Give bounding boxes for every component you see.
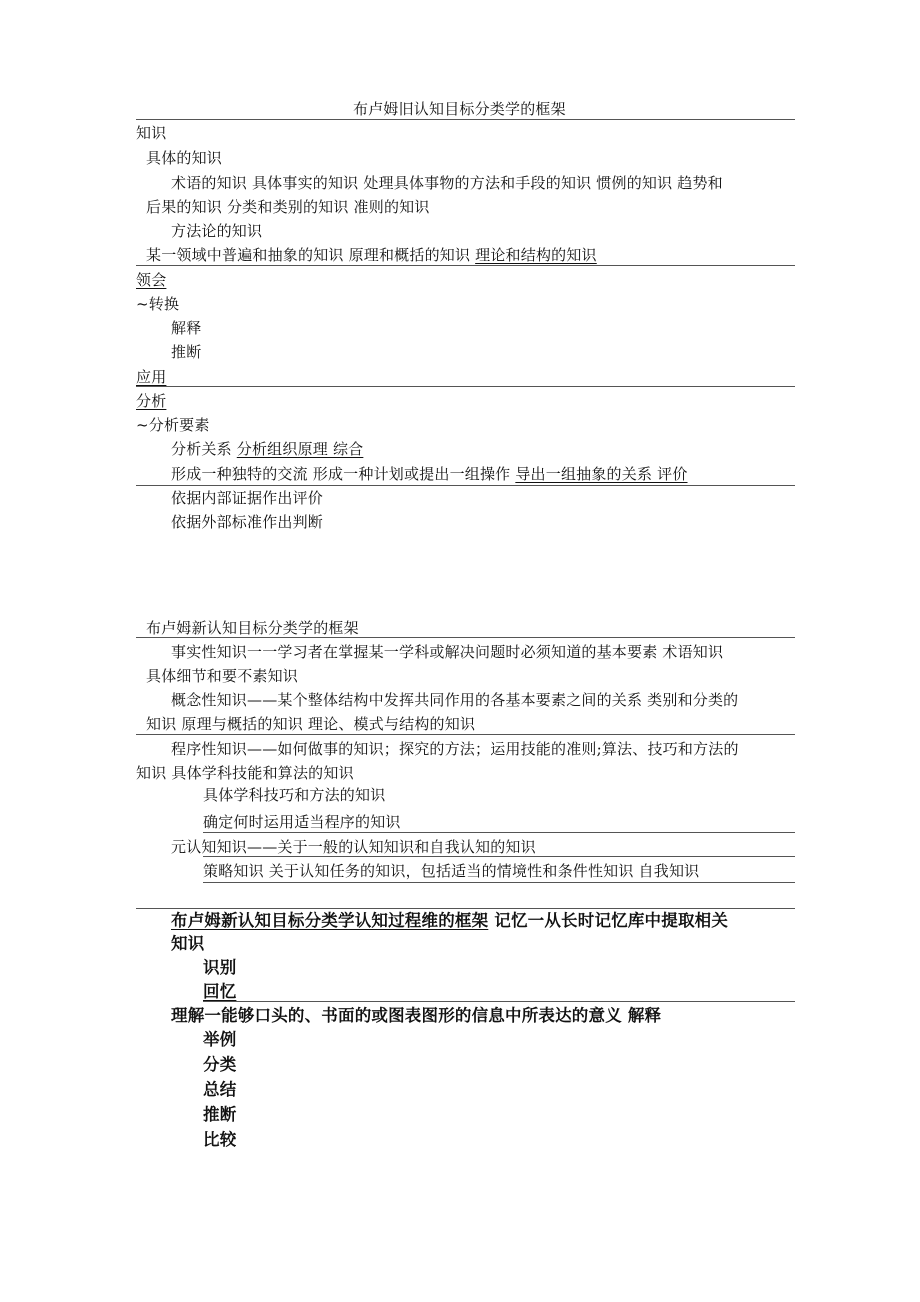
new-framework-title: 布卢姆新认知目标分类学的框架 [146,619,359,637]
compare-item: 比较 [203,1130,237,1149]
divider [136,734,795,735]
classify-item: 分类 [203,1055,237,1074]
procedural-knowledge-line2: 知识 具体学科技能和算法的知识 [136,764,354,782]
divider [136,908,795,909]
remember-definition: 记忆一从长时记忆库中提取相关 [488,911,729,930]
recognize-item: 识别 [203,958,237,977]
conceptual-knowledge-line2: 知识 原理与概括的知识 理论、模式与结构的知识 [146,715,476,733]
theory-structure-knowledge: 理论和结构的知识 [475,246,597,264]
conceptual-knowledge-line1: 概念性知识——某个整体结构中发挥共同作用的各基本要素之间的关系 类别和分类的 [171,691,739,709]
analysis-relations-line [171,439,363,459]
internal-evidence-evaluation: 依据内部证据作出评价 [171,489,324,507]
external-criteria-judgment: 依据外部标准作出判断 [171,513,324,531]
recall-item: 回忆 [203,982,237,1001]
infer-item: 推断 [203,1105,237,1124]
divider [136,386,795,387]
application-heading: 应用 [136,368,167,386]
knowledge-heading: 知识 [136,124,167,142]
comprehension-heading: 领会 [136,271,167,289]
divider [203,1001,795,1002]
translation-item: ~转换 [136,295,180,313]
divider [203,832,795,833]
divider [203,882,795,883]
analysis-elements-item: ~分析要素 [136,416,210,434]
procedural-knowledge-line1: 程序性知识——如何做事的知识；探究的方法；运用技能的准则;算法、技巧和方法的 [171,740,739,758]
specific-knowledge: 具体的知识 [146,149,223,167]
factual-knowledge-line1: 事实性知识一一学习者在掌握某一学科或解决问题时必须知道的基本要素 术语知识 [171,643,724,661]
universal-knowledge-line [146,245,597,265]
specific-knowledge-items-line1: 术语的知识 具体事实的知识 处理具体事物的方法和手段的知识 惯例的知识 趋势和 [171,174,723,192]
remember-definition-cont: 知识 [171,934,205,953]
extrapolation-item: 推断 [171,343,202,361]
exemplify-item: 举例 [203,1030,237,1049]
methodology-knowledge: 方法论的知识 [171,222,263,240]
process-framework-title-line [171,910,728,932]
analysis-heading: 分析 [136,392,167,410]
divider [203,856,795,857]
divider [136,265,795,266]
divider [136,637,795,638]
specific-knowledge-items-line2: 后果的知识 分类和类别的知识 准则的知识 [146,198,430,216]
analysis-relations-text: 分析关系 [171,440,237,458]
synthesis-text: 形成一种独特的交流 形成一种计划或提出一组操作 [171,465,516,483]
procedural-subitem-when: 确定何时运用适当程序的知识 [203,813,401,831]
divider [136,119,795,120]
factual-knowledge-line2: 具体细节和要不素知识 [146,667,299,685]
metacognitive-knowledge: 元认知知识——关于一般的认知知识和自我认知的知识 [171,838,536,856]
interpretation-item: 解释 [171,319,202,337]
metacognitive-subitems: 策略知识 关于认知任务的知识，包括适当的情境性和条件性知识 自我知识 [203,862,700,880]
organizational-principles-synthesis: 分析组织原理 综合 [236,440,364,458]
procedural-subitem-techniques: 具体学科技巧和方法的知识 [203,786,386,804]
understand-definition: 理解一能够口头的、书面的或图表图形的信息中所表达的意义 解释 [171,1006,662,1025]
abstract-relations-evaluation: 导出一组抽象的关系 评价 [515,465,688,483]
synthesis-line [171,464,688,484]
old-framework-title: 布卢姆旧认知目标分类学的框架 [353,100,566,118]
universal-knowledge-text: 某一领域中普遍和抽象的知识 原理和概括的知识 [146,246,476,264]
summarize-item: 总结 [203,1080,237,1099]
process-framework-title: 布卢姆新认知目标分类学认知过程维的框架 [171,911,489,930]
divider [136,485,795,486]
